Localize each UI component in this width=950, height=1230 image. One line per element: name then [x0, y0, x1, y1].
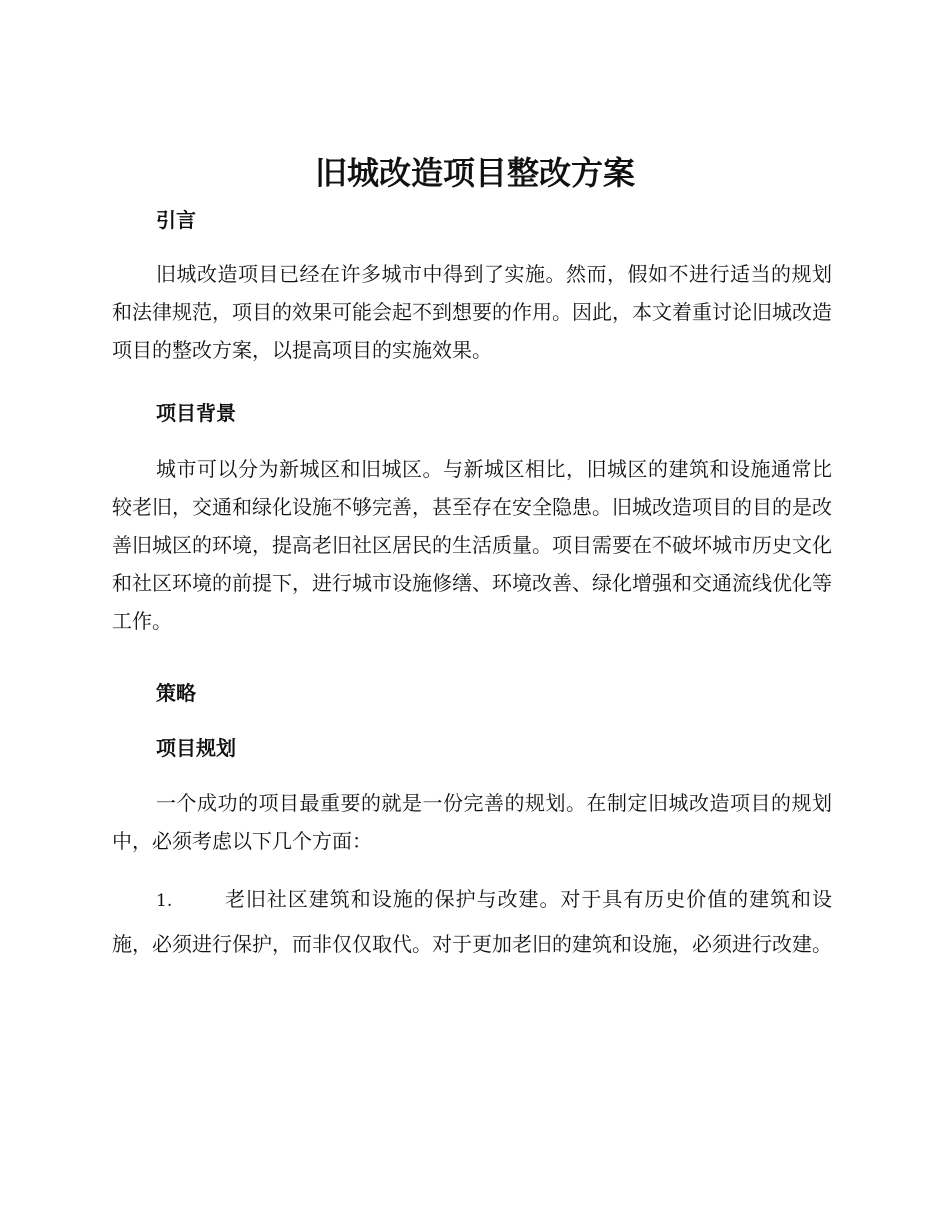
section-paragraph-introduction: 旧城改造项目已经在许多城市中得到了实施。然而，假如不进行适当的规划和法律规范，项目的效果可能会起不到想要的作用。因此，本文着重讨论旧城改造项目的整改方案，以提高项目的实施效果。 [112, 262, 832, 362]
section-paragraph-background: 城市可以分为新城区和旧城区。与新城区相比，旧城区的建筑和设施通常比较老旧，交通和绿化设施不够完善，甚至存在安全隐患。旧城改造项目的目的是改善旧城区的环境，提高老旧社区居民的生活质量。项目需要在不破坏城市历史文化和社区环境的前提下，进行城市设施修缮、环境改善、绿化增强和交通流线优化等工作。 [112, 457, 832, 633]
section-heading-introduction: 引言 [156, 208, 196, 232]
list-item-number: 1. [156, 891, 173, 911]
list-item-text: 老旧社区建筑和设施的保护与改建。对于具有历史价值的建筑和设施，必须进行保护，而非仅仅取代。对于更加老旧的建筑和设施，必须进行改建。 [112, 887, 832, 956]
section-paragraph-planning: 一个成功的项目最重要的就是一份完善的规划。在制定旧城改造项目的规划中，必须考虑以下几个方面： [112, 791, 832, 853]
section-heading-strategy: 策略 [156, 681, 196, 705]
list-item [112, 878, 832, 966]
section-heading-background: 项目背景 [156, 401, 236, 425]
document-title: 旧城改造项目整改方案 [314, 154, 635, 192]
section-heading-planning: 项目规划 [156, 736, 236, 760]
